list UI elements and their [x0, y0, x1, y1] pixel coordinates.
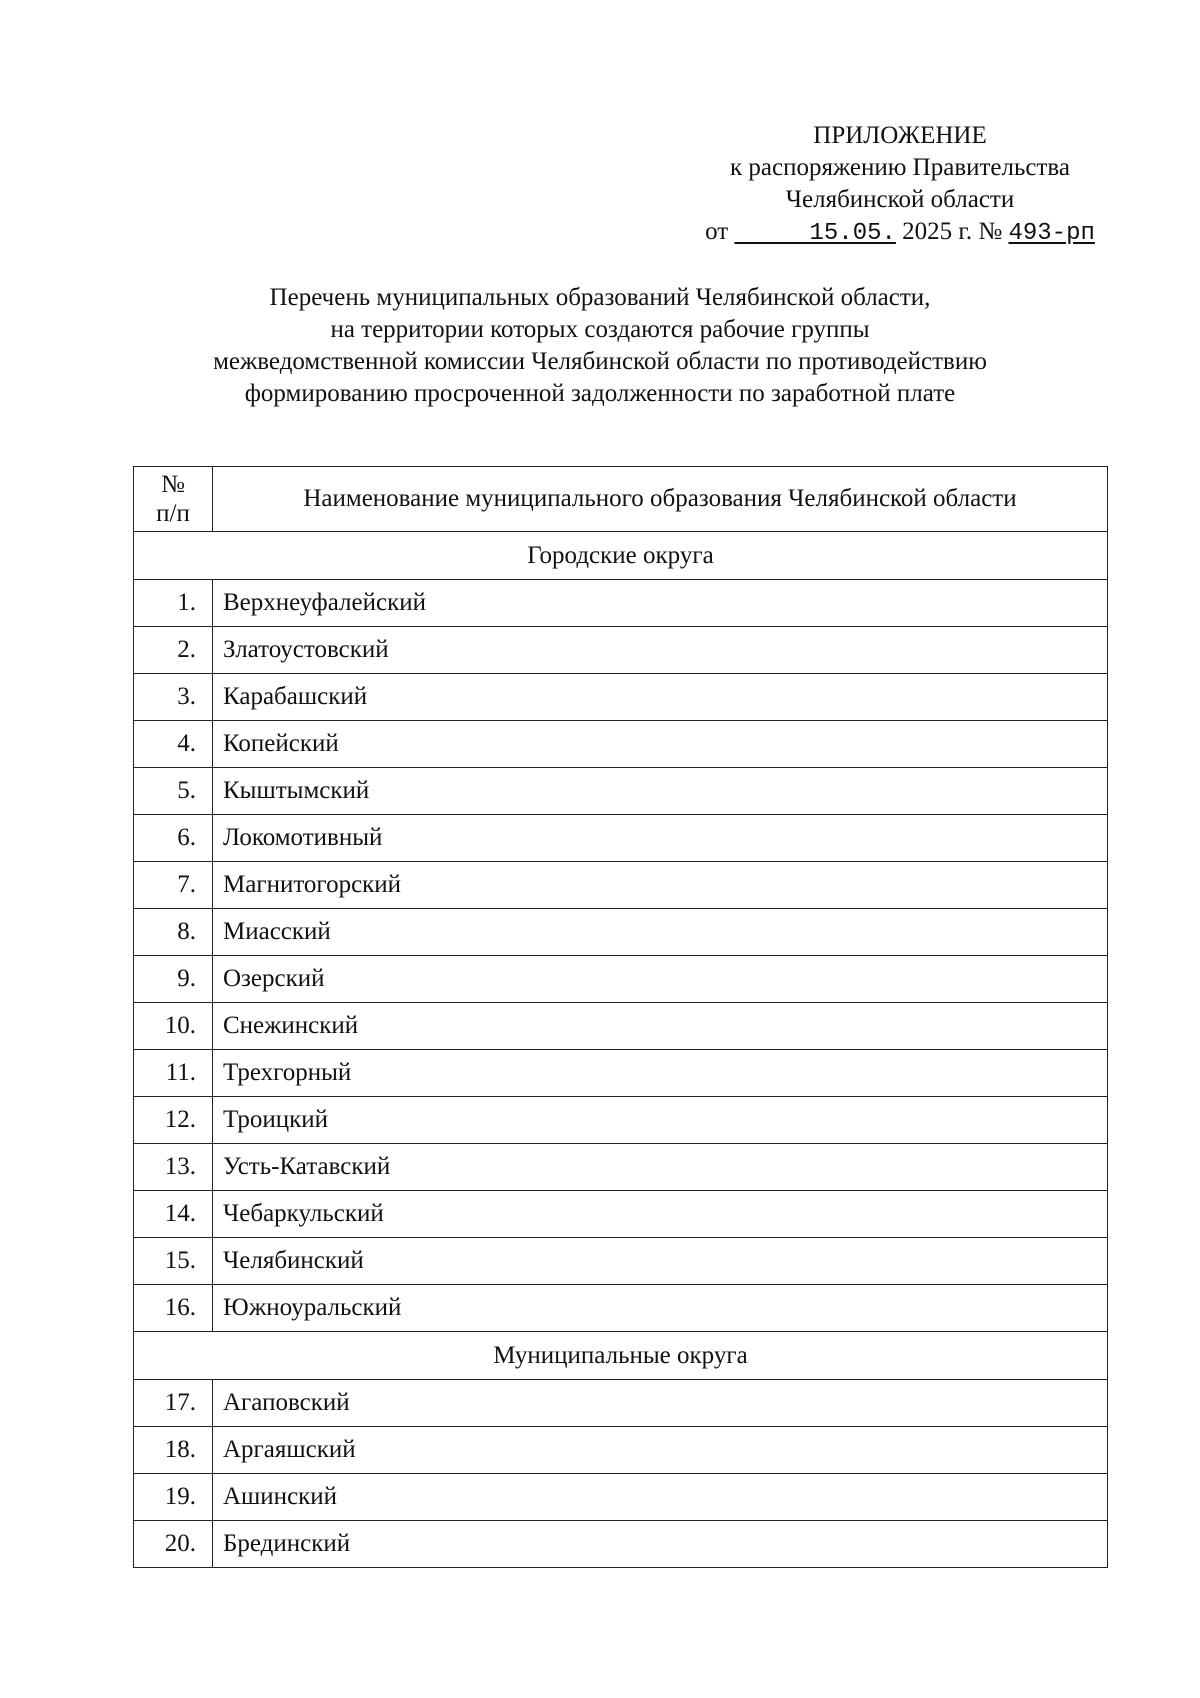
appendix-line-3: Челябинской области: [785, 186, 1015, 213]
row-name: Усть-Катавский: [213, 1144, 1108, 1191]
row-number: 12.: [134, 1097, 213, 1144]
appendix-heading: ПРИЛОЖЕНИЕ: [813, 122, 987, 149]
row-name: Челябинский: [213, 1238, 1108, 1285]
section-title: Городские округа: [134, 532, 1108, 580]
date-prefix: от: [705, 218, 729, 245]
row-number: 13.: [134, 1144, 213, 1191]
table-row: [134, 909, 1108, 956]
row-number: 1.: [134, 580, 213, 627]
table-header-row: [134, 467, 1108, 532]
row-name: Чебаркульский: [213, 1191, 1108, 1238]
header-number-label: п/п: [156, 500, 190, 527]
row-number: 18.: [134, 1427, 213, 1474]
table-row: [134, 1285, 1108, 1332]
order-number: 493-рп: [1008, 220, 1095, 247]
row-number: 11.: [134, 1050, 213, 1097]
appendix-date-line: [680, 216, 1120, 250]
municipalities-table: [133, 466, 1108, 1568]
row-number: 8.: [134, 909, 213, 956]
row-name: Ашинский: [213, 1474, 1108, 1521]
row-name: Аргаяшский: [213, 1427, 1108, 1474]
row-number: 15.: [134, 1238, 213, 1285]
table-row: [134, 674, 1108, 721]
row-number: 20.: [134, 1521, 213, 1568]
row-number: 17.: [134, 1380, 213, 1427]
row-number: 5.: [134, 768, 213, 815]
table-row: [134, 1144, 1108, 1191]
table-row: [134, 580, 1108, 627]
section-row-municipal-districts: [134, 1332, 1108, 1380]
row-name: Копейский: [213, 721, 1108, 768]
header-name-cell: Наименование муниципального образования Челябинской области: [213, 467, 1108, 532]
table-row: [134, 862, 1108, 909]
row-name: Трехгорный: [213, 1050, 1108, 1097]
table-row: [134, 768, 1108, 815]
section-title: Муниципальные округа: [134, 1332, 1108, 1380]
row-number: 14.: [134, 1191, 213, 1238]
row-name: Брединский: [213, 1521, 1108, 1568]
title-line-4: формированию просроченной задолженности по заработной плате: [244, 380, 956, 407]
table-row: [134, 1380, 1108, 1427]
row-number: 9.: [134, 956, 213, 1003]
table-row: [134, 956, 1108, 1003]
table-row: [134, 1097, 1108, 1144]
section-row-city-districts: [134, 532, 1108, 580]
row-name: Троицкий: [213, 1097, 1108, 1144]
table-row: [134, 1427, 1108, 1474]
row-number: 16.: [134, 1285, 213, 1332]
row-name: Карабашский: [213, 674, 1108, 721]
table-row: [134, 1238, 1108, 1285]
row-name: Локомотивный: [213, 815, 1108, 862]
row-name: Златоустовский: [213, 627, 1108, 674]
row-number: 7.: [134, 862, 213, 909]
header-number-cell: [134, 467, 213, 532]
table-row: [134, 627, 1108, 674]
table-row: [134, 1474, 1108, 1521]
header-number-symbol: №: [161, 471, 185, 498]
table-row: [134, 1003, 1108, 1050]
date-value: 15.05.: [809, 220, 896, 247]
table-row: [134, 1191, 1108, 1238]
row-name: Миасский: [213, 909, 1108, 956]
table-row: [134, 1050, 1108, 1097]
document-title: [150, 282, 1050, 410]
appendix-line-2: к распоряжению Правительства: [729, 154, 1070, 181]
appendix-block: [680, 120, 1120, 250]
row-number: 3.: [134, 674, 213, 721]
row-name: Снежинский: [213, 1003, 1108, 1050]
row-number: 19.: [134, 1474, 213, 1521]
row-name: Магнитогорский: [213, 862, 1108, 909]
title-line-3: межведомственной комиссии Челябинской области по противодействию: [213, 348, 987, 375]
row-number: 2.: [134, 627, 213, 674]
row-number: 4.: [134, 721, 213, 768]
row-name: Кыштымский: [213, 768, 1108, 815]
title-line-2: на территории которых создаются рабочие группы: [330, 316, 870, 343]
title-line-1: Перечень муниципальных образований Челябинской области,: [269, 284, 931, 311]
table-row: [134, 1521, 1108, 1568]
row-number: 10.: [134, 1003, 213, 1050]
date-year: 2025 г. №: [902, 218, 1003, 245]
table-row: [134, 721, 1108, 768]
row-name: Верхнеуфалейский: [213, 580, 1108, 627]
row-name: Озерский: [213, 956, 1108, 1003]
row-name: Южноуральский: [213, 1285, 1108, 1332]
table-row: [134, 815, 1108, 862]
row-number: 6.: [134, 815, 213, 862]
row-name: Агаповский: [213, 1380, 1108, 1427]
date-field: [734, 216, 895, 250]
